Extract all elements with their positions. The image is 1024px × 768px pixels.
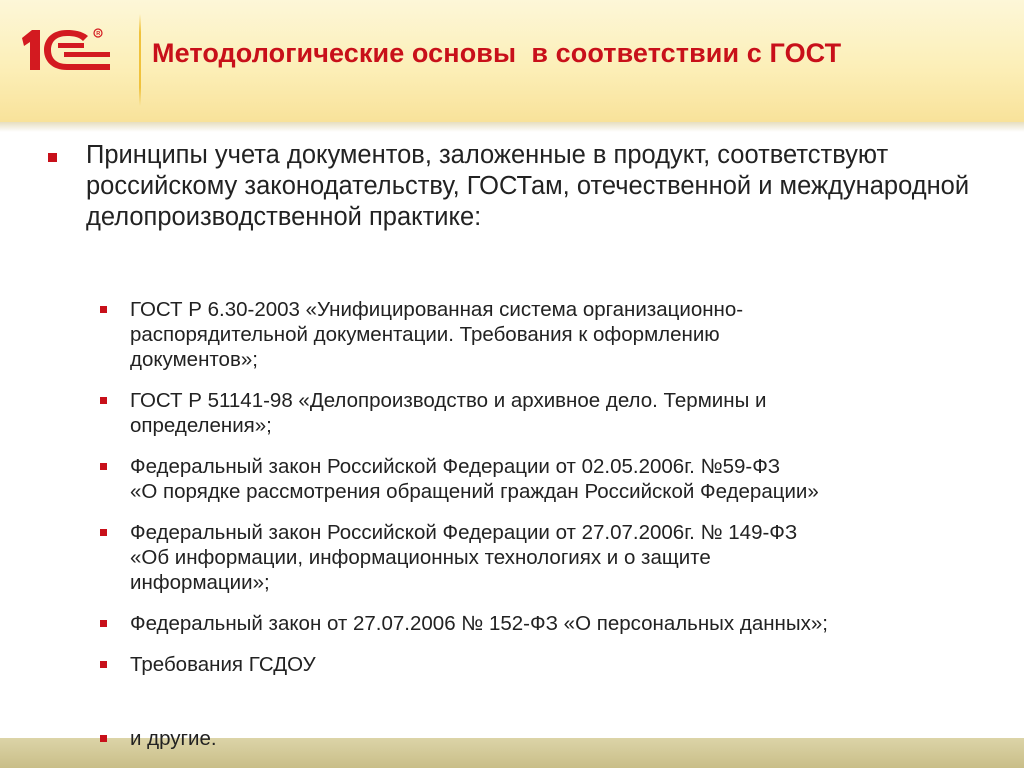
bullet-icon <box>100 661 107 668</box>
bullet-icon <box>100 397 107 404</box>
list-item-gsdou <box>100 652 1015 677</box>
list-item-text: ГОСТ Р 6.30-2003 «Унифицированная система организационно- распорядительной документации. Требования к оформлению документов»; <box>130 298 744 371</box>
1c-logo-icon <box>18 26 114 74</box>
list-item-text: Федеральный закон Российской Федерации от 27.07.2006г. № 149-ФЗ «Об информации, информационных технологиях и о защите информации»; <box>130 521 798 594</box>
list-item-gost-51141 <box>100 388 1015 438</box>
bullet-icon <box>100 529 107 536</box>
slide-title: Методологические основы в соответствии с ГОСТ <box>152 38 842 68</box>
list-item-fz-149 <box>100 520 1015 595</box>
list-item-text: Федеральный закон от 27.07.2006 № 152-ФЗ «О персональных данных»; <box>130 612 828 635</box>
svg-text:R: R <box>96 31 101 38</box>
bullet-icon <box>100 306 107 313</box>
list-item-fz-152 <box>100 611 1015 636</box>
bullet-icon <box>100 463 107 470</box>
main-bullet-icon <box>48 153 57 162</box>
list-item-text: ГОСТ Р 51141-98 «Делопроизводство и архивное дело. Термины и определения»; <box>130 389 767 437</box>
bullet-icon <box>100 735 107 742</box>
standards-list-tail <box>100 726 700 751</box>
list-item-fz-59 <box>100 454 1015 504</box>
standards-list <box>100 297 1015 693</box>
list-item-text: Требования ГСДОУ <box>130 653 316 676</box>
slide-header <box>0 0 1024 122</box>
list-item-text: и другие. <box>130 727 217 750</box>
list-item-text: Федеральный закон Российской Федерации от 02.05.2006г. №59-ФЗ «О порядке рассмотрения обращений граждан Российской Федерации» <box>130 455 819 503</box>
list-item-others <box>100 726 700 751</box>
principle-text: Принципы учета документов, заложенные в продукт, соответствуют российскому законодательству, ГОСТам, отечественной и международной делопроизводственной практике: <box>86 141 970 231</box>
bullet-icon <box>100 620 107 627</box>
list-item-gost-6-30 <box>100 297 1015 372</box>
header-shadow <box>0 122 1024 132</box>
header-divider <box>139 14 141 106</box>
